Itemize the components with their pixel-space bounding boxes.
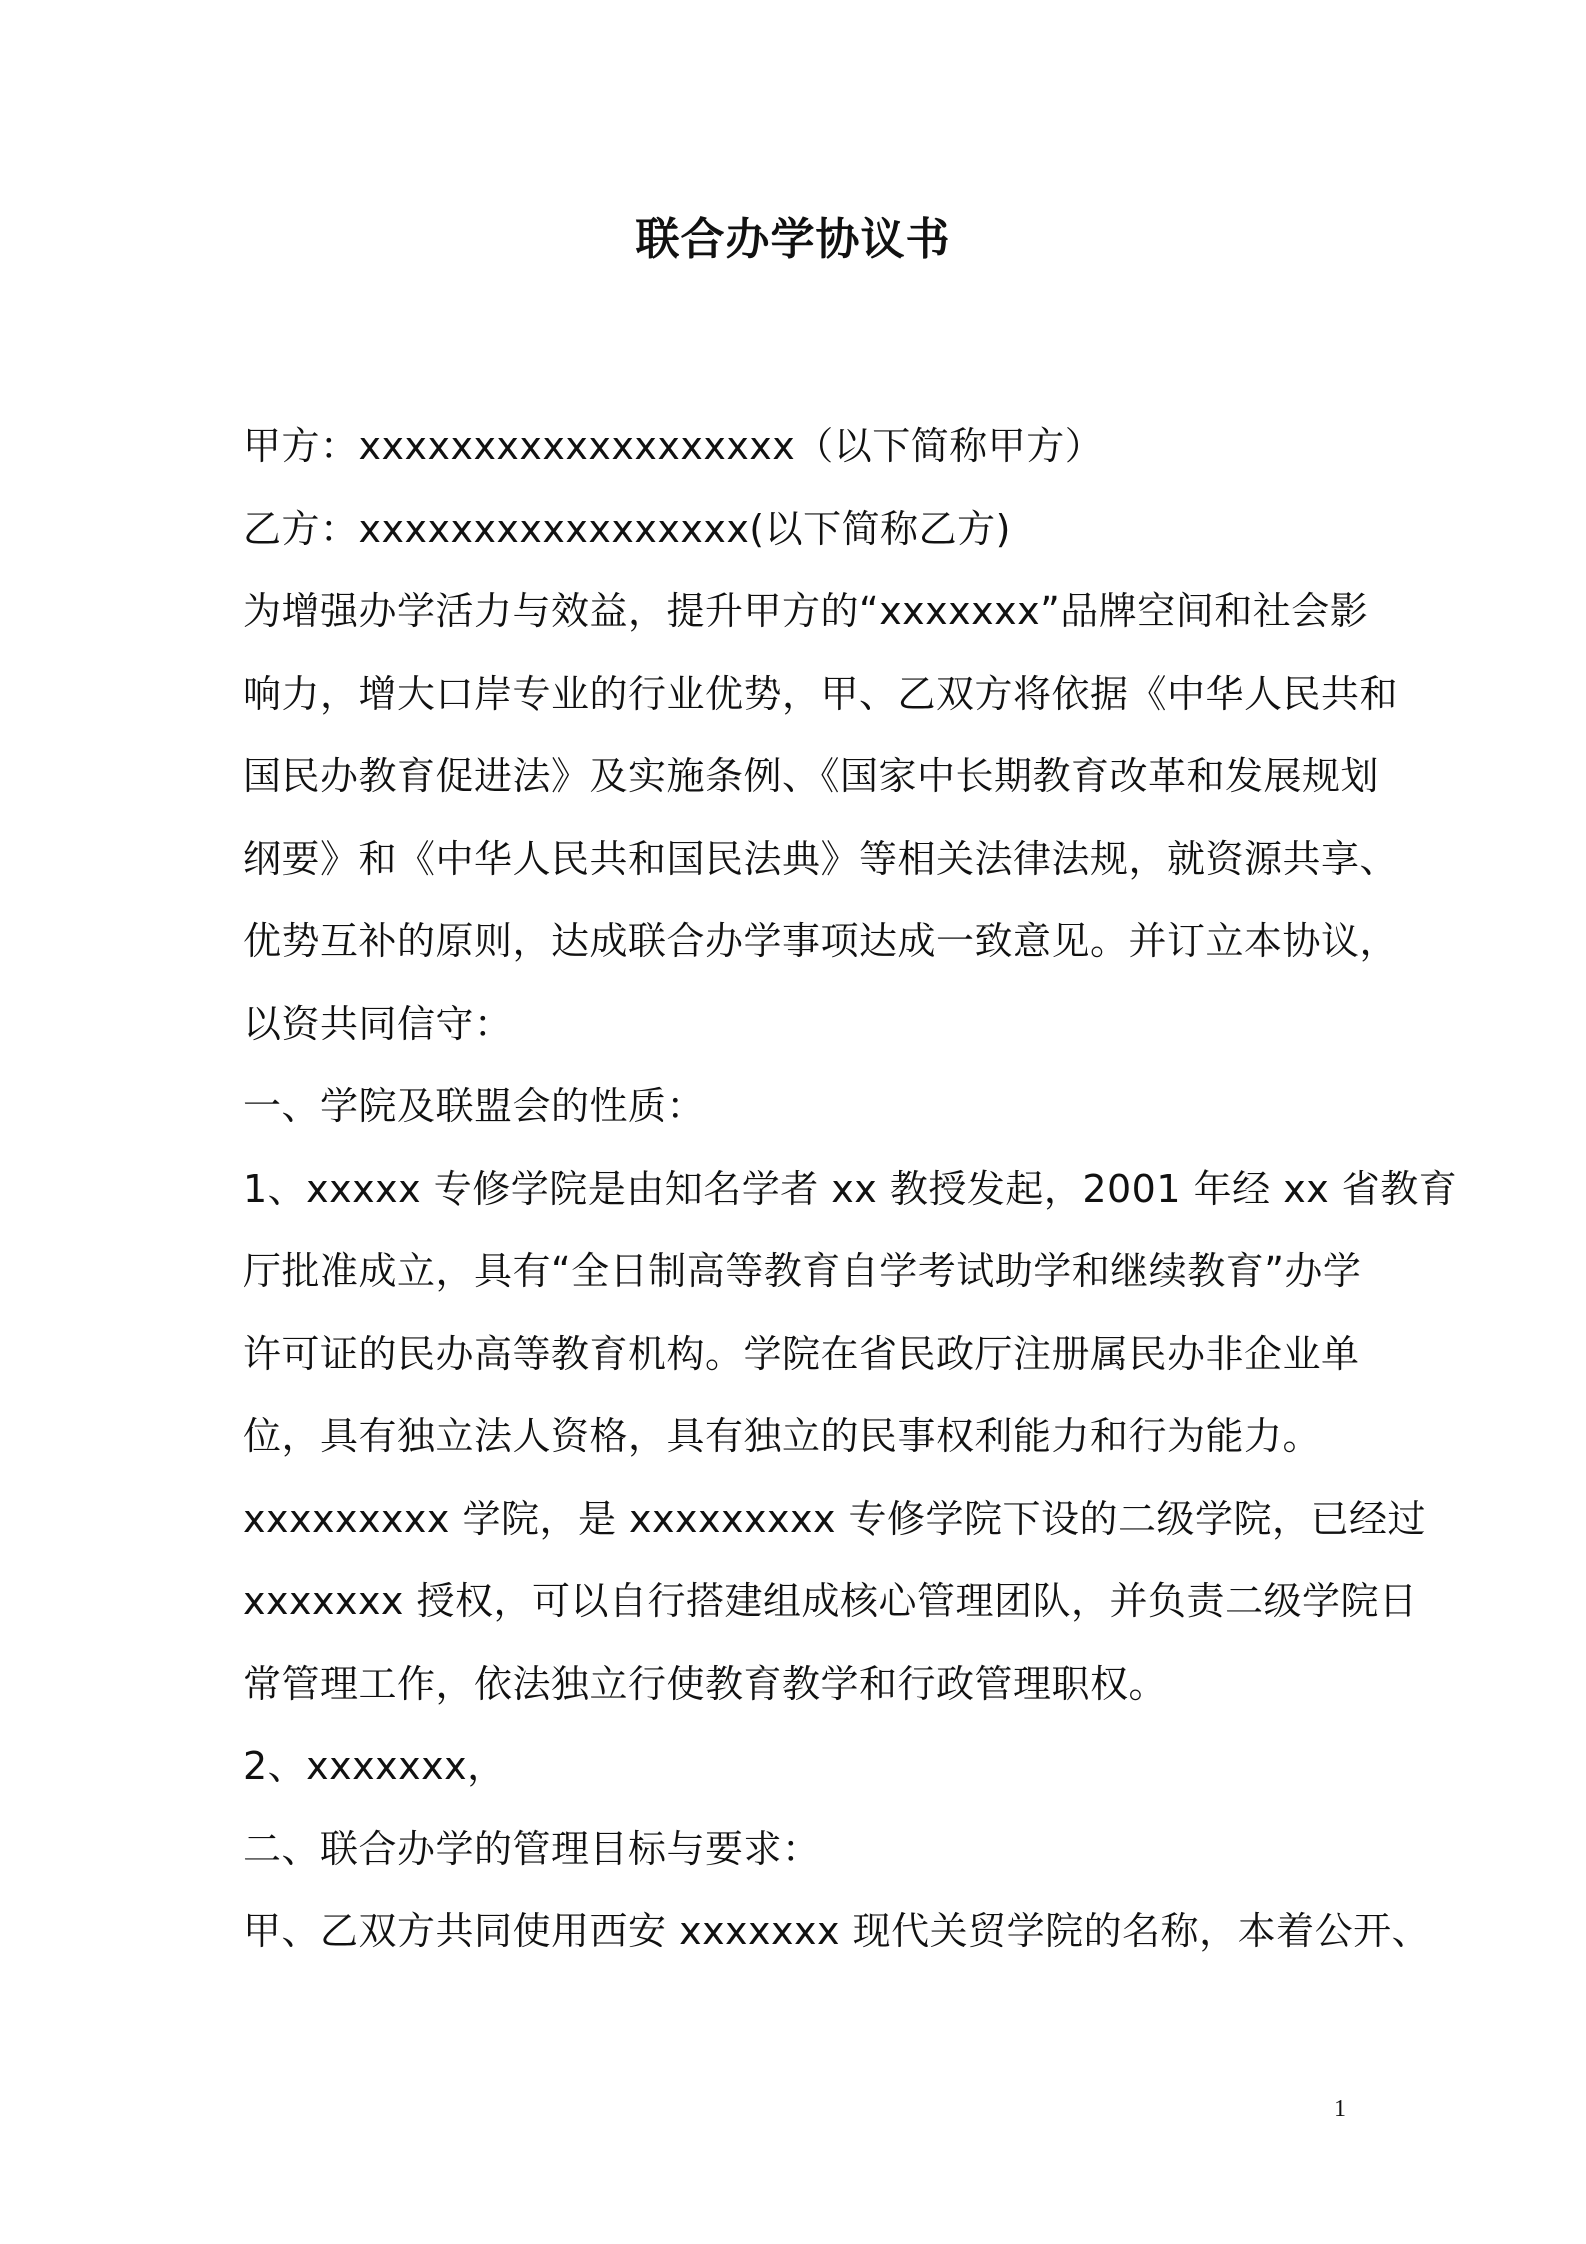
body-line: xxxxxxx 授权，可以自行搭建组成核心管理团队，并负责二级学院日 (243, 1579, 1418, 1623)
body-line: 为增强办学活力与效益，提升甲方的“xxxxxxx”品牌空间和社会影 (243, 589, 1369, 633)
body-line: 常管理工作，依法独立行使教育教学和行政管理职权。 (243, 1661, 1168, 1706)
document-body (243, 405, 1458, 1973)
body-line: 2、xxxxxxx， (243, 1744, 506, 1788)
body-line: 纲要》和《中华人民共和国民法典》等相关法律法规，就资源共享、 (243, 836, 1399, 881)
body-line: 优势互补的原则，达成联合办学事项达成一致意见。并订立本协议， (243, 919, 1399, 963)
page-number: 1 (1334, 2096, 1346, 2122)
document-title: 联合办学协议书 (635, 214, 951, 265)
body-line: 响力，增大口岸专业的行业优势，甲、乙双方将依据《中华人民共和 (243, 671, 1399, 716)
body-line: 许可证的民办高等教育机构。学院在省民政厅注册属民办非企业单 (243, 1331, 1360, 1376)
body-line: 甲、乙双方共同使用西安 xxxxxxx 现代关贸学院的名称，本着公开、 (243, 1909, 1431, 1953)
body-line: 以资共同信守： (243, 1001, 513, 1046)
party-b-line: 乙方：xxxxxxxxxxxxxxxxx(以下简称乙方) (243, 506, 1011, 551)
section-heading: 二、联合办学的管理目标与要求： (243, 1826, 821, 1871)
body-line: 厅批准成立，具有“全日制高等教育自学考试助学和继续教育”办学 (243, 1249, 1362, 1293)
section-heading: 一、学院及联盟会的性质： (243, 1084, 706, 1128)
party-a-line: 甲方：xxxxxxxxxxxxxxxxxxx（以下简称甲方） (243, 424, 1104, 468)
body-line: 位，具有独立法人资格，具有独立的民事权利能力和行为能力。 (243, 1414, 1322, 1458)
body-line: xxxxxxxxx 学院，是 xxxxxxxxx 专修学院下设的二级学院，已经过 (243, 1496, 1427, 1541)
body-line: 1、xxxxx 专修学院是由知名学者 xx 教授发起，2001 年经 xx 省教育 (243, 1166, 1458, 1211)
body-line: 国民办教育促进法》及实施条例、《国家中长期教育改革和发展规划 (243, 754, 1380, 798)
